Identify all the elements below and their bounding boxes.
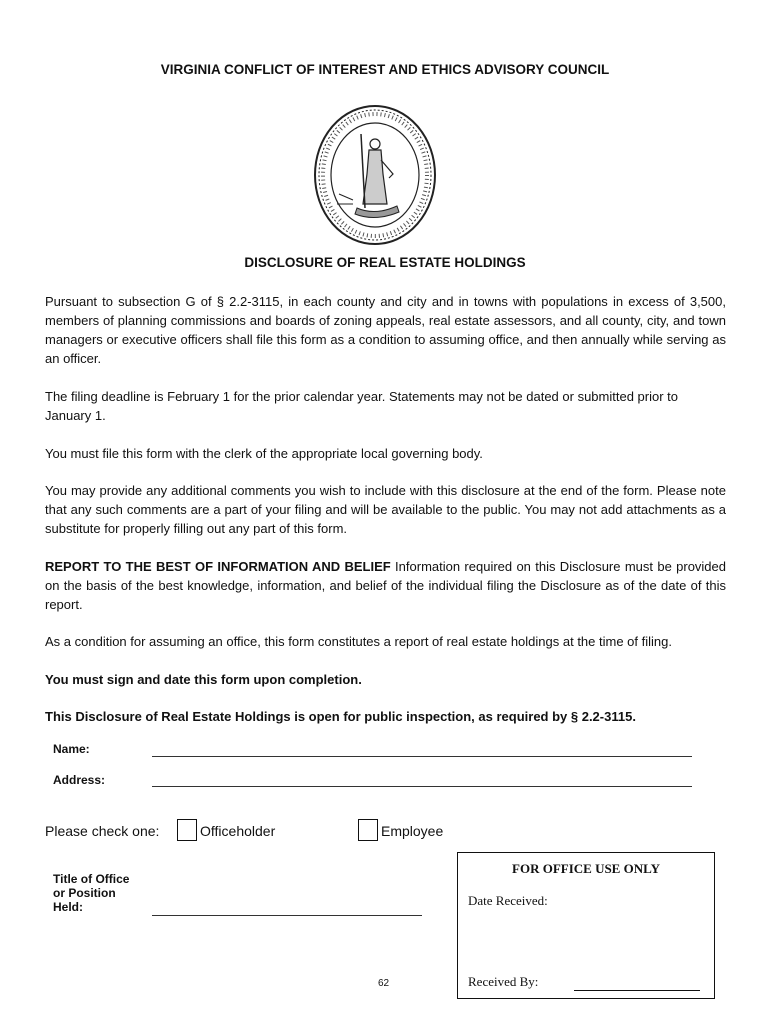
address-field[interactable] [152, 786, 692, 787]
page-number: 62 [378, 978, 390, 989]
name-label: Name: [53, 742, 90, 756]
name-field[interactable] [152, 756, 692, 757]
date-received-label: Date Received: [468, 893, 548, 908]
council-title: VIRGINIA CONFLICT OF INTEREST AND ETHICS ADVISORY COUNCIL [160, 62, 610, 77]
form-title: DISCLOSURE OF REAL ESTATE HOLDINGS [244, 255, 526, 270]
report-belief-heading: REPORT TO THE BEST OF INFORMATION AND BELIEF [45, 559, 391, 574]
employee-checkbox[interactable] [358, 819, 378, 841]
intro-paragraph-5 [45, 557, 726, 614]
office-use-box [457, 852, 715, 999]
intro-paragraph-4: You may provide any additional comments you wish to include with this disclosure at the end of the form. Please note that any such comments are a part of your filing and will be available to the public. You may not add attachments as a substitute for properly filling out any part of this form. [45, 483, 726, 536]
title-label-line-1: Title of Office [53, 872, 130, 886]
title-label-line-2: or Position [53, 886, 116, 900]
sign-notice: You must sign and date this form upon completion. [45, 672, 362, 687]
address-label: Address: [53, 773, 106, 787]
report-belief-text: Information required on this Disclosure must be provided on the basis of the best knowledge, information, and belief of the individual filing the Disclosure as of the date of this report. [45, 559, 726, 612]
received-by-label: Received By: [468, 974, 539, 989]
intro-paragraph-1: Pursuant to subsection G of § 2.2-3115, in each county and city and in towns with populations in excess of 3,500, members of planning commissions and boards of zoning appeals, real estate assessors, and all county, city, and town managers or executive officers shall file this form as a condition to assuming office, and then annually while serving as an officer. [45, 294, 726, 366]
title-of-office-label [53, 872, 129, 914]
intro-paragraph-3: You must file this form with the clerk of the appropriate local governing body. [45, 446, 483, 461]
officeholder-checkbox[interactable] [177, 819, 197, 841]
title-of-office-field[interactable] [152, 915, 422, 916]
public-inspection-notice: This Disclosure of Real Estate Holdings is open for public inspection, as required by § 2.2-3115. [45, 709, 636, 724]
intro-paragraph-6: As a condition for assuming an office, this form constitutes a report of real estate holdings at the time of filing. [45, 634, 672, 649]
title-label-line-3: Held: [53, 900, 83, 914]
check-one-prompt: Please check one: [45, 823, 160, 839]
officeholder-label: Officeholder [200, 823, 276, 839]
intro-paragraph-2: The filing deadline is February 1 for the prior calendar year. Statements may not be dated or submitted prior to January 1. [45, 389, 679, 423]
office-use-title: FOR OFFICE USE ONLY [512, 861, 660, 876]
virginia-seal-icon [313, 104, 437, 246]
employee-label: Employee [381, 823, 444, 839]
received-by-field[interactable] [574, 990, 700, 991]
